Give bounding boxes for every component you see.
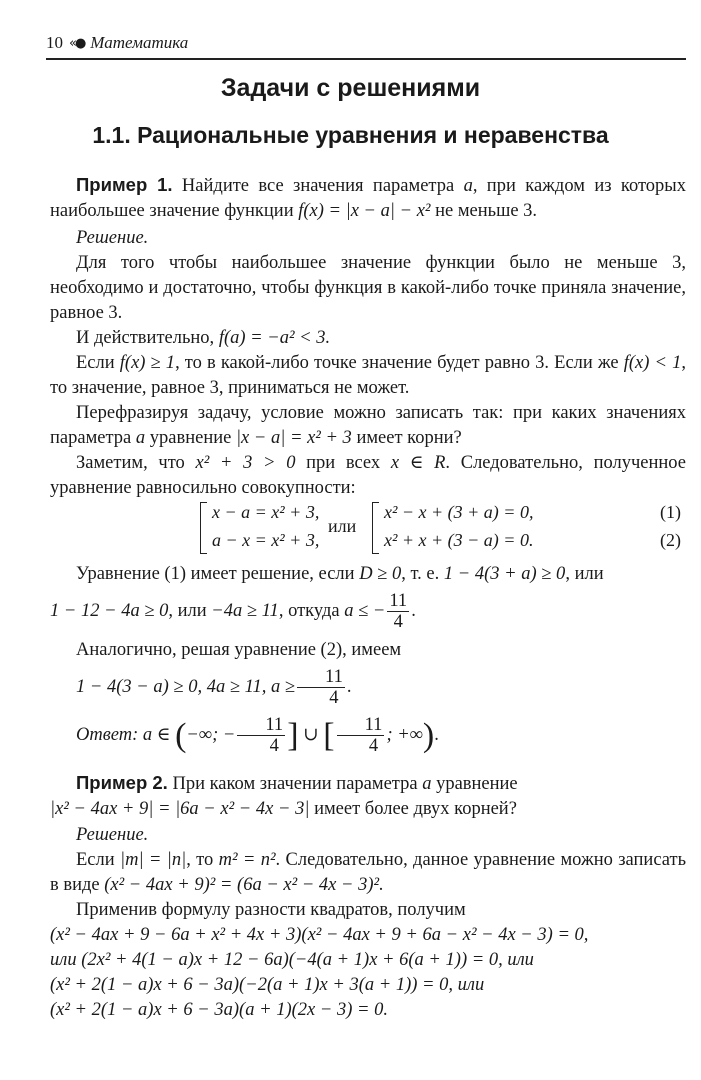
section-heading: 1.1. Рациональные уравнения и неравенства [92,122,609,148]
solution-paragraph-2: И действительно, f(a) = −a² < 3. [76,328,331,348]
solution-paragraph-1: Для того чтобы наибольшее значение функции было не меньше 3, необходимо и достаточно, чтобы функция в какой-либо точке приняла значение, равное 3. [50,253,686,323]
system-or: или [328,516,357,536]
left-bracket [200,502,207,554]
header-rule [46,58,686,60]
system-right-eq-2: x² + x + (3 − a) = 0. [384,530,534,550]
answer-label: Ответ: [76,725,139,745]
example-2: Пример 2. При каком значении параметра a уравнение |x² − 4ax + 9| = |6a − x² − 4x − 3| имеет более двух корней? [50,772,518,819]
solution-paragraph-4: Перефразируя задачу, условие можно записать так: при каких значениях параметра a уравнение |x − a| = x² + 3 имеет корни? [50,403,686,448]
derivation-line-4: (x² + 2(1 − a)x + 6 − 3a)(a + 1)(2x − 3) = 0. [50,1000,388,1020]
solution2-paragraph-1: Если |m| = |n|, то m² = n². Следовательно, данное уравнение можно записать в виде (x² − 4ax + 9)² = (6a − x² − 4x − 3)². [50,850,687,895]
example-2-equation: |x² − 4ax + 9| = |6a − x² − 4x − 3| [50,799,310,819]
solution-paragraph-7: 1 − 12 − 4a ≥ 0, или −4a ≥ 11, откуда a ≤ − $\frac{11}{4}$ . [50,591,416,633]
solution-paragraph-6: Уравнение (1) имеет решение, если D ≥ 0, т. е. 1 − 4(3 + a) ≥ 0, или [76,564,604,584]
header-marker-icon: «● [69,35,85,51]
example-2-label: Пример 2. [76,772,168,793]
fraction: $\frac{11}{4}$ [389,591,408,633]
system-right-eq-1: x² − x + (3 + a) = 0, [384,502,534,522]
derivation-line-3: (x² + 2(1 − a)x + 6 − 3a)(−2(a + 1)x + 3(a + 1)) = 0, или [50,975,485,995]
example-1: Пример 1. Найдите все значения параметра a, при каждом из которых наибольшее значение функции f(x) = |x − a| − x² не меньше 3. [50,174,686,221]
section-name: Математика [90,33,189,52]
running-header [46,30,686,56]
derivation-line-2: или (2x² + 4(1 − a)x + 12 − 6a)(−4(a + 1)x + 6(a + 1)) = 0, или [50,950,534,970]
solution-paragraph-8: Аналогично, решая уравнение (2), имеем [76,640,402,660]
fraction: $\frac{11}{4}$ [297,667,345,708]
page-title: Задачи с решениями [220,74,481,102]
page-number: 10 [46,33,63,52]
fraction: $\frac{11}{4}$ [337,715,385,756]
derivation-line-1: (x² − 4ax + 9 − 6a + x² + 4x + 3)(x² − 4ax + 9 + 6a − x² − 4x − 3) = 0, [50,925,589,945]
example-1-function: f(x) = |x − a| − x² [298,201,431,221]
solution-paragraph-3: Если f(x) ≥ 1, то в какой-либо точке значение будет равно 3. Если же f(x) < 1, то значение, равное 3, приниматься не может. [50,353,686,398]
fraction: $\frac{11}{4}$ [237,715,285,756]
solution2-paragraph-2: Применив формулу разности квадратов, получим [76,900,466,920]
example-1-label: Пример 1. [76,174,173,195]
system-left-eq-1: x − a = x² + 3, [212,502,320,522]
solution-paragraph-9: 1 − 4(3 − a) ≥ 0, 4a ≥ 11, a ≥ $\frac{11}{4}$ . [76,667,352,709]
equation-tag-2: (2) [660,530,681,550]
system-left-eq-2: a − x = x² + 3, [212,530,320,550]
equation-tag-1: (1) [660,502,681,522]
solution-paragraph-5: Заметим, что x² + 3 > 0 при всех x ∈ R. Следовательно, полученное уравнение равносильно совокупности: [50,453,686,498]
solution-label-1: Решение. [76,228,149,248]
answer-1: Ответ: a ∈ (−∞; − $\frac{11}{4}$ ] ∪ [ $\frac{11}{4}$ ; +∞). [76,715,439,757]
right-bracket [372,502,379,554]
solution-label-2: Решение. [76,825,149,845]
equation-system [200,500,690,554]
